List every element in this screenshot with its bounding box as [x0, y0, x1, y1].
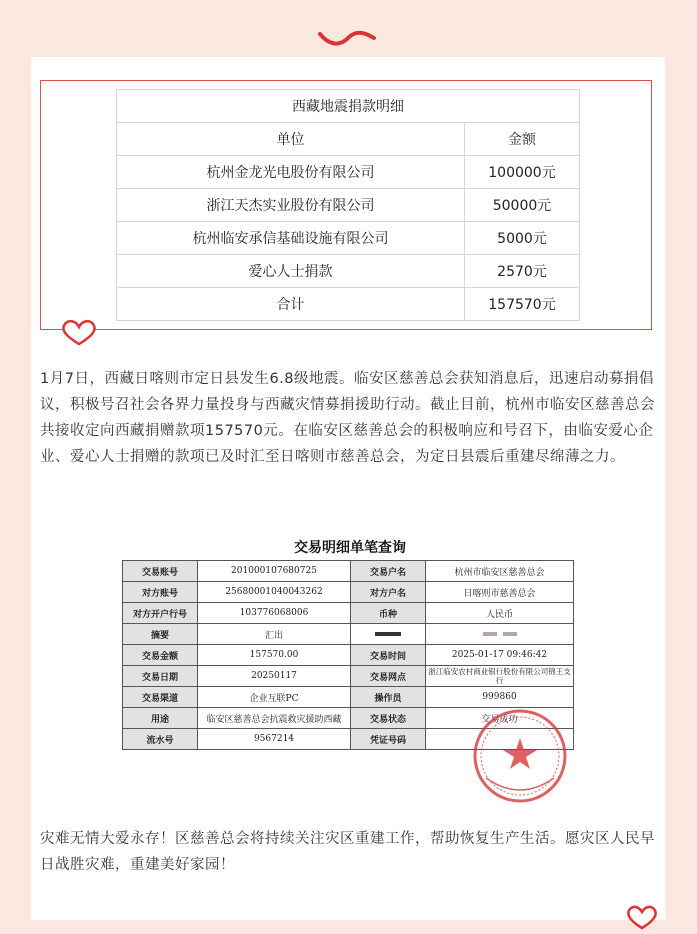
- receipt-value: 2025-01-17 09:46:42: [426, 645, 574, 666]
- table-header-row: [117, 123, 580, 156]
- receipt-value: 201000107680725: [198, 561, 351, 582]
- redaction-mark: [483, 632, 497, 636]
- receipt-label: 交易网点: [351, 666, 426, 687]
- table-row: [117, 156, 580, 189]
- receipt-label: 流水号: [123, 729, 198, 750]
- decorative-swoosh-icon: [318, 26, 376, 48]
- heart-icon: [58, 318, 100, 348]
- receipt-row: [123, 624, 574, 645]
- table-row: [117, 189, 580, 222]
- receipt-value: 999860: [426, 687, 574, 708]
- receipt-label: 摘要: [123, 624, 198, 645]
- total-amount: 157570元: [465, 288, 580, 321]
- masked-label: [351, 624, 426, 645]
- receipt-label: 币种: [351, 603, 426, 624]
- table-total-row: [117, 288, 580, 321]
- receipt-label: 对方账号: [123, 582, 198, 603]
- donation-amount: 2570元: [465, 255, 580, 288]
- receipt-label: 操作员: [351, 687, 426, 708]
- receipt-value: 交易成功: [426, 708, 574, 729]
- receipt-value: 浙江临安农村商业银行股份有限公司锦王支行: [426, 666, 574, 687]
- receipt-label: 交易时间: [351, 645, 426, 666]
- receipt-title: 交易明细单笔查询: [294, 540, 406, 556]
- receipt-value: 人民币: [426, 603, 574, 624]
- donation-amount: 5000元: [465, 222, 580, 255]
- redaction-mark: [375, 632, 401, 636]
- table-row: [117, 255, 580, 288]
- donor-unit: 浙江天杰实业股份有限公司: [117, 189, 465, 222]
- receipt-value: 9567214: [198, 729, 351, 750]
- receipt-value: 杭州市临安区慈善总会: [426, 561, 574, 582]
- receipt-row: [123, 666, 574, 687]
- table-title-row: [117, 90, 580, 123]
- receipt-row: [123, 687, 574, 708]
- receipt-label: 对方户名: [351, 582, 426, 603]
- receipt-label: 交易户名: [351, 561, 426, 582]
- receipt-label: 用途: [123, 708, 198, 729]
- receipt-value: 汇出: [198, 624, 351, 645]
- receipt-row: [123, 582, 574, 603]
- receipt-value: 20250117: [198, 666, 351, 687]
- receipt-label: 交易金额: [123, 645, 198, 666]
- donation-table: [116, 89, 580, 321]
- receipt-label: 凭证号码: [351, 729, 426, 750]
- receipt-value: 157570.00: [198, 645, 351, 666]
- masked-value: [426, 624, 574, 645]
- receipt-label: 交易账号: [123, 561, 198, 582]
- article-paragraph-1: 1月7日，西藏日喀则市定日县发生6.8级地震。临安区慈善总会获知消息后，迅速启动募捐倡议，积极号召社会各界力量投身与西藏灾情募捐援助行动。截止目前，杭州市临安区慈善总会共接收定向西藏捐赠款项157570元。在临安区慈善总会的积极响应和号召下，由临安爱心企业、爱心人士捐赠的款项已及时汇至日喀则市慈善总会，为定日县震后重建尽绵薄之力。: [40, 371, 655, 465]
- receipt-label: 交易状态: [351, 708, 426, 729]
- table-row: [117, 222, 580, 255]
- receipt-value: 25680001040043262: [198, 582, 351, 603]
- receipt-row: [123, 645, 574, 666]
- column-header-unit: 单位: [117, 123, 465, 156]
- donor-unit: 杭州临安承信基础设施有限公司: [117, 222, 465, 255]
- donation-amount: 100000元: [465, 156, 580, 189]
- heart-icon: [624, 904, 660, 932]
- donor-unit: 爱心人士捐款: [117, 255, 465, 288]
- article-paragraph-2: 灾难无情大爱永存！区慈善总会将持续关注灾区重建工作，帮助恢复生产生活。愿灾区人民早日战胜灾难，重建美好家园！: [40, 831, 655, 873]
- receipt-value: 日喀则市慈善总会: [426, 582, 574, 603]
- receipt-label: 交易渠道: [123, 687, 198, 708]
- receipt-label: 交易日期: [123, 666, 198, 687]
- bank-seal-stamp-icon: [464, 706, 576, 806]
- receipt-value: 临安区慈善总会抗震救灾援助西藏: [198, 708, 351, 729]
- receipt-value: 企业互联PC: [198, 687, 351, 708]
- donor-unit: 杭州金龙光电股份有限公司: [117, 156, 465, 189]
- receipt-label: 对方开户行号: [123, 603, 198, 624]
- receipt-value: 103776068006: [198, 603, 351, 624]
- table-title: 西藏地震捐款明细: [117, 90, 580, 123]
- column-header-amount: 金额: [465, 123, 580, 156]
- donation-amount: 50000元: [465, 189, 580, 222]
- total-label: 合计: [117, 288, 465, 321]
- redaction-mark: [503, 632, 517, 636]
- receipt-row: [123, 561, 574, 582]
- receipt-row: [123, 603, 574, 624]
